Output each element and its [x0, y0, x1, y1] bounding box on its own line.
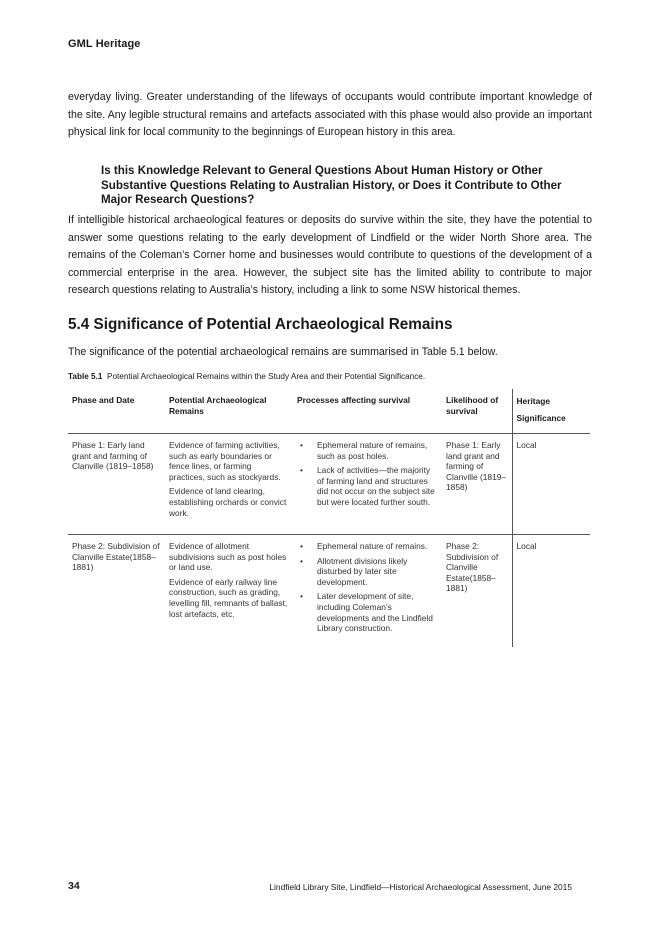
- cell-likelihood: Phase 2: Subdivision of Clanville Estate(1858–1881): [442, 535, 512, 648]
- body-paragraph-1: everyday living. Greater understanding of the lifeways of occupants would contribute important knowledge of the site. Any legible structural remains and artefacts associated with this phase would also provide an important physical link for local community to the beginnings of European history in this area.: [68, 91, 592, 139]
- process-item: • Allotment divisions likely disturbed by later site development.: [317, 556, 438, 588]
- table-caption-text: Potential Archaeological Remains within the Study Area and their Potential Significance.: [107, 372, 426, 381]
- remains-item: Evidence of allotment subdivisions such as post holes or land use.: [169, 541, 287, 573]
- process-item: • Ephemeral nature of remains.: [317, 541, 438, 552]
- table-header-row: [68, 389, 590, 434]
- cell-phase: Phase 1: Early land grant and farming of Clanville (1819–1858): [68, 434, 165, 535]
- table-row: [68, 535, 590, 648]
- processes-list: [297, 440, 438, 508]
- processes-list: [297, 541, 438, 634]
- process-item: • Ephemeral nature of remains, such as post holes.: [317, 440, 438, 461]
- cell-processes: [293, 434, 442, 535]
- cell-likelihood: Phase 1: Early land grant and farming of Clanville (1819–1858): [442, 434, 512, 535]
- header-significance: [512, 389, 590, 434]
- cell-processes: [293, 535, 442, 648]
- significance-table: [68, 389, 590, 647]
- cell-remains: [165, 535, 293, 648]
- remains-item: Evidence of farming activities, such as early boundaries or fence lines, or farming practices, such as stockyards.: [169, 440, 281, 482]
- table-caption: [68, 372, 425, 381]
- header-processes: Processes affecting survival: [293, 389, 442, 434]
- body-paragraph-3: The significance of the potential archaeological remains are summarised in Table 5.1 below.: [68, 346, 498, 358]
- process-item: • Lack of activities—the majority of farming land and structures did not occur on the subject site but were located further south.: [317, 465, 438, 507]
- page-number: 34: [68, 880, 80, 892]
- table-row: [68, 434, 590, 535]
- research-question-heading: Is this Knowledge Relevant to General Questions About Human History or Other Substantive Questions Relating to Australian History, or Does it Contribute to Other Major Research Questions?: [101, 164, 562, 206]
- header-remains: Potential Archaeological Remains: [165, 389, 293, 434]
- remains-item: Evidence of early railway line construction, such as grading, levelling fill, remnants of ballast, lost artefacts, etc.: [169, 576, 288, 619]
- running-header: GML Heritage: [68, 38, 141, 50]
- body-paragraph-2: If intelligible historical archaeological features or deposits do survive within the site, they have the potential to answer some questions relating to the early development of Lindfield or the wider North Shore area. The remains of the Coleman’s Corner home and businesses would contribute to questions of the development of a commercial enterprise in the area. However, the subject site has the limited ability to contribute to major research questions relating to Australia’s history, including a link to some NSW historical themes.: [68, 214, 592, 297]
- header-significance-text: Heritage Significance: [516, 396, 566, 423]
- process-item: • Later development of site, including Coleman’s developments and the Lindfield Library construction.: [317, 591, 438, 633]
- cell-significance: Local: [516, 541, 537, 551]
- cell-remains: [165, 434, 293, 535]
- cell-phase: Phase 2: Subdivision of Clanville Estate(1858–1881): [72, 541, 160, 573]
- running-footer: Lindfield Library Site, Lindfield—Historical Archaeological Assessment, June 2015: [269, 882, 572, 892]
- section-heading: 5.4 Significance of Potential Archaeological Remains: [68, 316, 453, 333]
- header-likelihood: Likelihood of survival: [442, 389, 512, 434]
- cell-significance: Local: [512, 434, 590, 535]
- header-phase: Phase and Date: [68, 389, 165, 434]
- table-caption-label: Table 5.1: [68, 372, 103, 381]
- remains-item: Evidence of land clearing, establishing orchards or convict work.: [169, 486, 287, 518]
